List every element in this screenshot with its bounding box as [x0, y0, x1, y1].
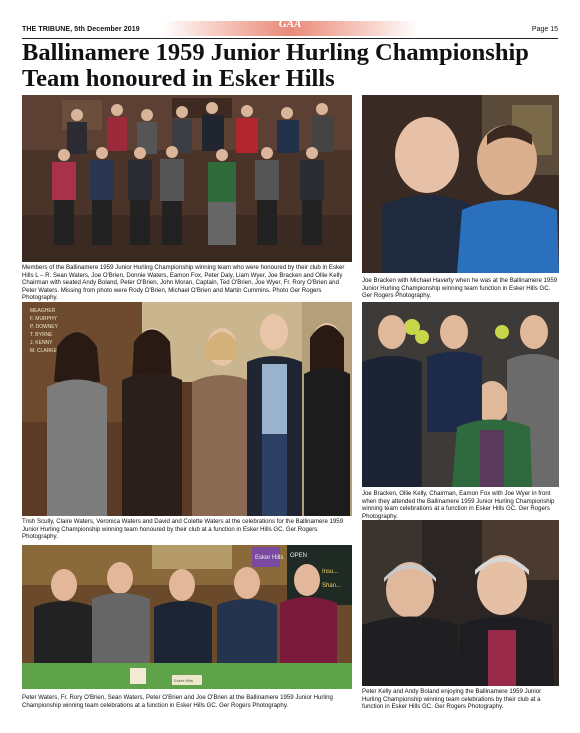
page-number: Page 15	[531, 26, 558, 33]
publication-date: THE TRIBUNE, 5th December 2019	[22, 26, 140, 33]
honours-board-name: M. CLARKE	[30, 348, 57, 354]
table-sign-text: Esker Hills	[174, 678, 193, 683]
banner-side-text: Insu...	[322, 569, 339, 575]
honours-board-name: MEAGHER	[30, 308, 56, 314]
kelly-boland-caption: Peter Kelly and Andy Boland enjoying the Ballinamere 1959 Junior Hurling Championship winning team celebrations by their club at a function in Esker Hills GC. Ger Rogers Photography.	[362, 688, 542, 711]
bracken-kelly-fox-wyer-caption: Joe Bracken, Ollie Kelly, Chairman, Eamon Fox with Joe Wyer in front when they attended the Ballinamere 1959 Junior Hurling Championship winning team celebrations at a function in Esker Hills GC. Ger Rogers Photography.	[362, 490, 555, 520]
banner-venue-text: Esker Hills	[255, 555, 284, 561]
honours-board-name: J. KENNY	[30, 340, 53, 346]
waters-family-photo	[22, 302, 352, 516]
masthead	[22, 18, 558, 37]
banner-open-text: OPEN	[290, 553, 308, 559]
headline: Ballinamere 1959 Junior Hurling Championship Team honoured in Esker Hills	[22, 39, 529, 92]
bracken-haverty-photo	[362, 95, 559, 273]
waters-obrien-caption: Peter Waters, Fr. Rory O'Brien, Sean Waters, Peter O'Brien and Joe O'Brien at the Ballinamere 1959 Junior Hurling Championship winning team celebrations at a function in Esker Hills GC. Ger Rogers Photography.	[22, 694, 333, 709]
kelly-boland-photo	[362, 520, 559, 686]
honours-board-name: P. DOWNEY	[30, 324, 58, 330]
honours-board-name: F. MURPHY	[30, 316, 57, 322]
team-photo-caption: Members of the Ballinamere 1959 Junior Hurling Championship winning team who were honoured by their club in Esker Hills L – R. Sean Waters, Joe O'Brien, Donnie Waters, Eamon Fox, Peter Daly, Liam Wyer, Joe Bracken and Ollie Kelly Chairman with seated Andy Boland, Peter O'Brien, John Moran, Captain, Ted O'Brien, Joe Wyer, Fr. Rory O'Brien and Peter Waters. Missing from photo were Rody O'Brien, Michael O'Brien and Martin Cummins. Photo Ger Rogers Photography.	[22, 264, 345, 302]
bracken-kelly-fox-wyer-photo	[362, 302, 559, 487]
honours-board-name: T. BYRNE	[30, 332, 53, 338]
section-label: GAA	[278, 18, 302, 30]
waters-family-caption: Trish Scully, Claire Waters, Veronica Waters and David and Colette Waters at the celebrations for the Ballinamere 1959 Junior Hurling Championship winning team honoured by their club at a function in Esker Hills GC. Ger Rogers Photography.	[22, 518, 344, 541]
bracken-haverty-caption: Joe Bracken with Michael Haverty when he was at the Ballinamere 1959 Junior Hurling Championship winning team function in Esker Hills GC. Ger Rogers Photography.	[362, 277, 558, 300]
section-band	[162, 18, 418, 36]
team-photo	[22, 95, 352, 262]
waters-obrien-photo	[22, 545, 352, 689]
banner-side-text-2: Shan...	[322, 583, 342, 589]
